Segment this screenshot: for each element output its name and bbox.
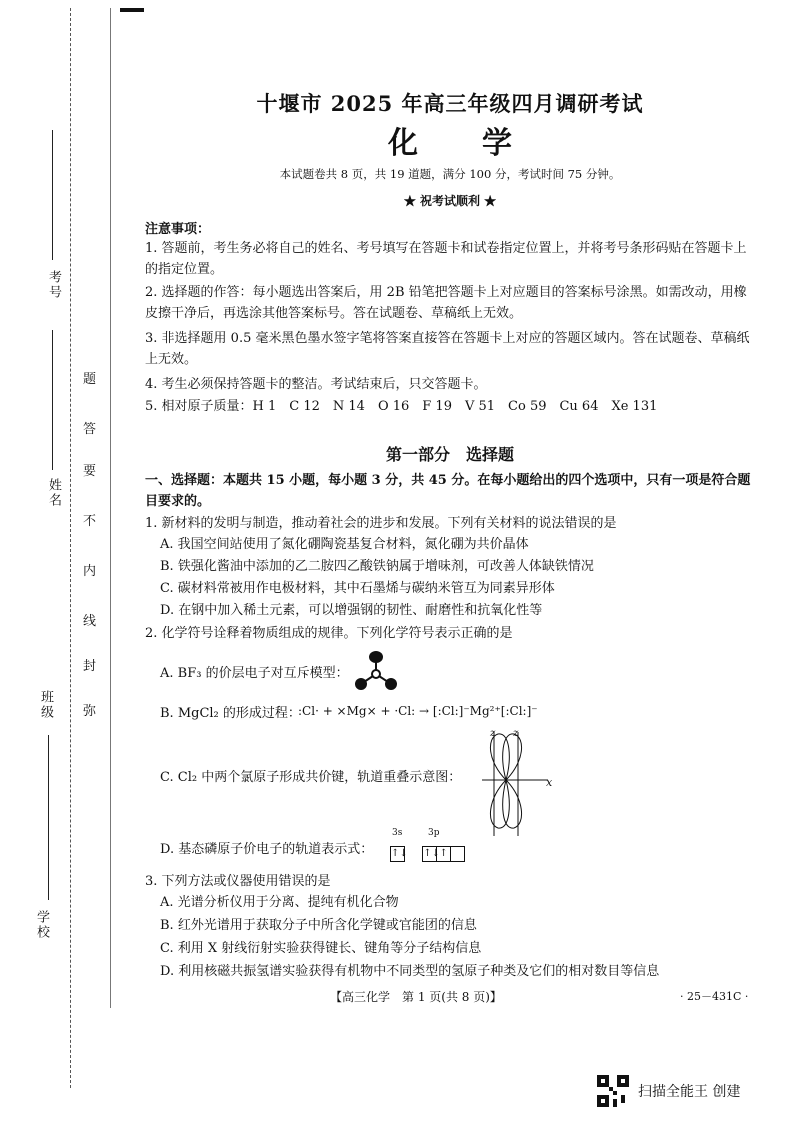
q2-option-c: C. Cl₂ 中两个氯原子形成共价键，轨道重叠示意图：: [160, 770, 462, 785]
orbital-diagram: [390, 843, 464, 862]
q1-option-b: B. 铁强化酱油中添加的乙二胺四乙酸铁钠属于增味剂，可改善人体缺铁情况: [160, 559, 594, 574]
axis-z-label-right: z: [513, 728, 519, 739]
note-item: 2. 选择题的作答：每小题选出答案后，用 2B 铅笔把答题卡上对应题目的答案标号涂黑。如需改动，用橡皮擦干净后，再选涂其他答案标号。答在试题卷、草稿纸上无效。: [145, 285, 747, 321]
q1-option-a: A. 我国空间站使用了氮化硼陶瓷基复合材料，氮化硼为共价晶体: [160, 537, 529, 552]
binding-dashed-line: [70, 8, 71, 1088]
note-item: 3. 非选择题用 0.5 毫米黑色墨水签字笔将答案直接答在答题卡上对应的答题区域内。答在试题卷、草稿纸上无效。: [145, 331, 750, 367]
kaohao-fill-line[interactable]: [52, 130, 53, 260]
xingming-fill-line[interactable]: [52, 330, 53, 470]
exam-info: 本试题卷共 8 页，共 19 道题，满分 100 分，考试时间 75 分钟。: [279, 167, 621, 181]
page-footer: 【高三化学 第 1 页(共 8 页)】: [330, 990, 502, 1004]
orbital-overlap-figure: [478, 728, 554, 844]
mgcl2-formation-equation: :Cl· + ×Mg× + ·Cl: → [:Cl:]⁻Mg²⁺[:Cl:]⁻: [298, 704, 538, 718]
exam-title: 十堰市 2025 年高三年级四月调研考试: [256, 91, 644, 116]
orbital-box-3s: ↑↓: [390, 846, 405, 862]
q3-option-a: A. 光谱分析仪用于分离、提纯有机化合物: [160, 895, 399, 910]
scanner-watermark: 扫描全能王 创建: [638, 1084, 741, 1100]
q1-option-d: D. 在钢中加入稀土元素，可以增强钢的韧性、耐磨性和抗氧化性等: [160, 603, 543, 618]
xingming-label: 姓名: [46, 478, 61, 508]
q3-option-b: B. 红外光谱用于获取分子中所含化学键或官能团的信息: [160, 918, 477, 933]
axis-z-label-left: z: [490, 728, 496, 739]
xuexiao-fill-line[interactable]: [48, 870, 49, 900]
axis-x-label: x: [546, 776, 553, 789]
q2-option-d: D. 基态磷原子价电子的轨道表示式：: [160, 842, 374, 857]
seal-char: 题: [83, 372, 97, 387]
good-luck: ★ 祝考试顺利 ★: [403, 194, 497, 208]
section-intro: 一、选择题：本题共 15 小题，每小题 3 分，共 45 分。在每小题给出的四个选项中，只有一项是符合题目要求的。: [145, 473, 751, 509]
note-item: 1. 答题前，考生务必将自己的姓名、考号填写在答题卡和试卷指定位置上，并将考号条形码贴在答题卡上的指定位置。: [145, 241, 747, 277]
seal-char: 封: [83, 659, 97, 674]
question-2-stem: 2. 化学符号诠释着物质组成的规律。下列化学符号表示正确的是: [145, 626, 513, 641]
q2-option-a: A. BF₃ 的价层电子对互斥模型：: [160, 666, 349, 681]
qr-code-icon: [597, 1075, 629, 1107]
xuexiao-label: 学校: [34, 910, 49, 940]
paper-code: · 25－431C ·: [680, 990, 749, 1003]
kaohao-label: 考号: [46, 270, 61, 300]
seal-char: 弥: [83, 704, 97, 719]
seal-char: 内: [83, 564, 97, 579]
seal-char: 要: [83, 464, 97, 479]
orbital-box-3p: [450, 846, 465, 862]
note-item: 4. 考生必须保持答题卡的整洁。考试结束后，只交答题卡。: [145, 377, 487, 392]
q2-option-b: B. MgCl₂ 的形成过程：: [160, 706, 301, 721]
note-item: 5. 相对原子质量：H 1 C 12 N 14 O 16 F 19 V 51 Co 59 Cu 64 Xe 131: [145, 399, 658, 414]
top-mark: [120, 8, 144, 12]
binding-solid-line: [110, 8, 111, 1008]
label-3p: 3p: [428, 828, 440, 838]
subject-title: 化学: [388, 126, 576, 161]
seal-char: 线: [83, 614, 97, 629]
vsepr-model-figure: [352, 648, 398, 694]
banji-label: 班级: [38, 690, 53, 720]
banji-fill-line[interactable]: [48, 735, 49, 870]
q3-option-d: D. 利用核磁共振氢谱实验获得有机物中不同类型的氢原子种类及它们的相对数目等信息: [160, 964, 660, 979]
notes-heading: 注意事项：: [145, 222, 211, 237]
label-3s: 3s: [392, 828, 403, 838]
question-1-stem: 1. 新材料的发明与制造，推动着社会的进步和发展。下列有关材料的说法错误的是: [145, 516, 617, 531]
orbital-box-3p: ↑: [436, 846, 451, 862]
q3-option-c: C. 利用 X 射线衍射实验获得键长、键角等分子结构信息: [160, 941, 482, 956]
seal-char: 答: [83, 422, 97, 437]
seal-char: 不: [83, 514, 97, 529]
section-title: 第一部分 选择题: [385, 445, 514, 464]
q1-option-c: C. 碳材料常被用作电极材料，其中石墨烯与碳纳米管互为同素异形体: [160, 581, 555, 596]
question-3-stem: 3. 下列方法或仪器使用错误的是: [145, 874, 331, 889]
orbital-box-3p: ↑↓: [422, 846, 437, 862]
